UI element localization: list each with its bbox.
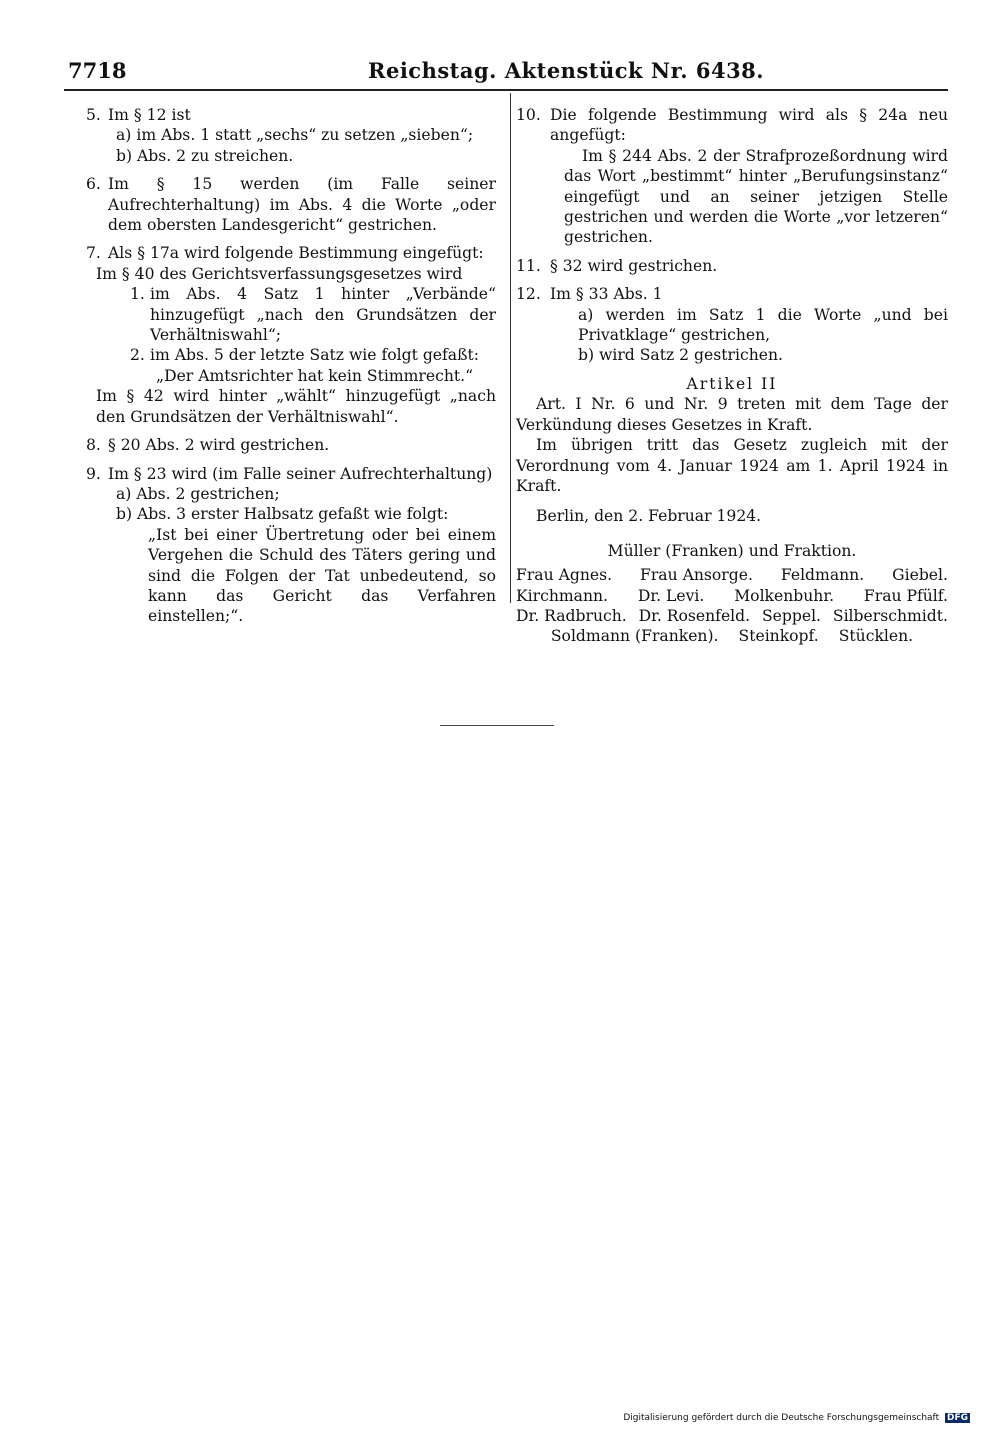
item-number: 10.: [516, 106, 541, 124]
sub-item: b) Abs. 2 zu streichen.: [116, 146, 294, 165]
closing-rule: [440, 725, 554, 726]
signatory-name: Giebel.: [892, 566, 948, 585]
item-12: [516, 284, 948, 304]
item-number: 6.: [86, 175, 101, 194]
names-row: [516, 586, 948, 606]
sub-item: a) Abs. 2 gestrichen;: [116, 484, 280, 503]
article-paragraph: Im übrigen tritt das Gesetz zugleich mit der Verordnung vom 4. Januar 1924 am 1. April 1924 in Kraft.: [516, 436, 948, 495]
item-7-intro: Im § 40 des Gerichtsverfassungsgesetzes wird: [96, 264, 463, 283]
sub-number: 1.: [130, 285, 145, 304]
item-number: 7.: [86, 244, 101, 263]
sub-item: a) werden im Satz 1 die Worte „und bei Privatklage“ gestrichen,: [578, 305, 948, 345]
signatory-name: Soldmann (Franken).: [550, 627, 719, 646]
item-7: [86, 243, 496, 263]
signatory-name: Feldmann.: [780, 566, 865, 585]
signatory-name: Frau Pfülf.: [863, 586, 948, 605]
left-column: [86, 105, 496, 627]
item-text: Im § 33 Abs. 1: [550, 285, 663, 304]
item-9: [86, 464, 496, 484]
item-7-sub-1: [86, 284, 496, 345]
item-10-body: Im § 244 Abs. 2 der Strafprozeßordnung wird das Wort „bestimmt“ hinter „Berufungsinstanz“ eingefügt und an seiner jetzigen Stelle gestrichen und werden die Worte „vor letzeren“ gestrichen.: [564, 146, 948, 247]
names-row: [516, 626, 948, 646]
item-9-quote: „Ist bei einer Übertretung oder bei einem Vergehen die Schuld des Täters gering und sind die Folgen der Tat unbedeutend, so kann das Gericht das Verfahren einstellen;“.: [148, 525, 496, 626]
article-paragraph: Art. I Nr. 6 und Nr. 9 treten mit dem Tage der Verkündung dieses Gesetzes in Kraft.: [516, 395, 948, 434]
signatory-name: Stücklen.: [838, 627, 914, 646]
item-number: 9.: [86, 464, 101, 483]
item-number: 5.: [86, 106, 101, 124]
item-6: [86, 174, 496, 235]
signatory-names: [516, 565, 948, 647]
item-10: [516, 105, 948, 146]
signatory-name: Frau Agnes.: [516, 566, 613, 585]
digitization-credit: [623, 1413, 970, 1423]
sub-number: 2.: [130, 346, 145, 365]
item-text: § 20 Abs. 2 wird gestrichen.: [108, 436, 330, 455]
header-rule: [64, 89, 948, 91]
names-row: [516, 606, 948, 626]
signatory-name: Seppel.: [761, 606, 822, 625]
item-text: § 32 wird gestrichen.: [550, 256, 718, 275]
item-11: [516, 256, 948, 276]
item-text: Im § 23 wird (im Falle seiner Aufrechterhaltung): [108, 464, 493, 483]
credit-text: Digitalisierung gefördert durch die Deutsche Forschungsgemeinschaft: [623, 1413, 940, 1423]
signatory-name: Kirchmann.: [516, 586, 608, 605]
item-7-tail: Im § 42 wird hinter „wählt“ hinzugefügt „nach den Grundsätzen der Verhältniswahl“.: [96, 387, 496, 426]
running-head: Reichstag. Aktenstück Nr. 6438.: [368, 58, 765, 83]
signatory-name: Frau Ansorge.: [640, 566, 753, 585]
sub-item: b) wird Satz 2 gestrichen.: [578, 346, 783, 365]
article-title: Artikel II: [686, 374, 778, 393]
item-text: Die folgende Bestimmung wird als § 24a neu angefügt:: [550, 106, 948, 145]
dfg-logo: DFG: [946, 1413, 968, 1423]
sub-item: b) Abs. 3 erster Halbsatz gefaßt wie folgt:: [116, 505, 449, 524]
party-line: Müller (Franken) und Fraktion.: [607, 541, 857, 560]
item-text: Als § 17a wird folgende Bestimmung eingefügt:: [108, 244, 484, 263]
sub-text: im Abs. 4 Satz 1 hinter „Verbände“ hinzugefügt „nach den Grundsätzen der Verhältniswahl“;: [150, 285, 496, 345]
date-line: Berlin, den 2. Februar 1924.: [536, 507, 762, 526]
item-8: [86, 435, 496, 455]
sub-item: a) im Abs. 1 statt „sechs“ zu setzen „sieben“;: [116, 126, 474, 145]
item-7-sub-2: [86, 345, 496, 365]
sub-text: im Abs. 5 der letzte Satz wie folgt gefaßt:: [150, 346, 480, 365]
signatory-name: Steinkopf.: [738, 627, 819, 646]
item-number: 8.: [86, 436, 101, 455]
signatory-name: Dr. Rosenfeld.: [638, 606, 751, 625]
right-column: [516, 105, 948, 647]
item-text: Im § 15 werden (im Falle seiner Aufrechterhaltung) im Abs. 4 die Worte „oder dem obersten Landesgericht“ gestrichen.: [108, 175, 496, 235]
column-divider: [510, 93, 511, 603]
signatory-name: Dr. Radbruch.: [516, 606, 627, 625]
signatory-name: Dr. Levi.: [637, 586, 705, 605]
signatory-name: Molkenbuhr.: [734, 586, 835, 605]
item-text: Im § 12 ist: [108, 106, 191, 124]
names-row: [516, 565, 948, 585]
item-7-quote: „Der Amtsrichter hat kein Stimmrecht.“: [156, 366, 474, 385]
item-number: 12.: [516, 285, 541, 304]
page-number: 7718: [68, 58, 127, 83]
signatory-name: Silberschmidt.: [832, 606, 948, 625]
item-5: [86, 105, 496, 125]
item-number: 11.: [516, 256, 541, 275]
